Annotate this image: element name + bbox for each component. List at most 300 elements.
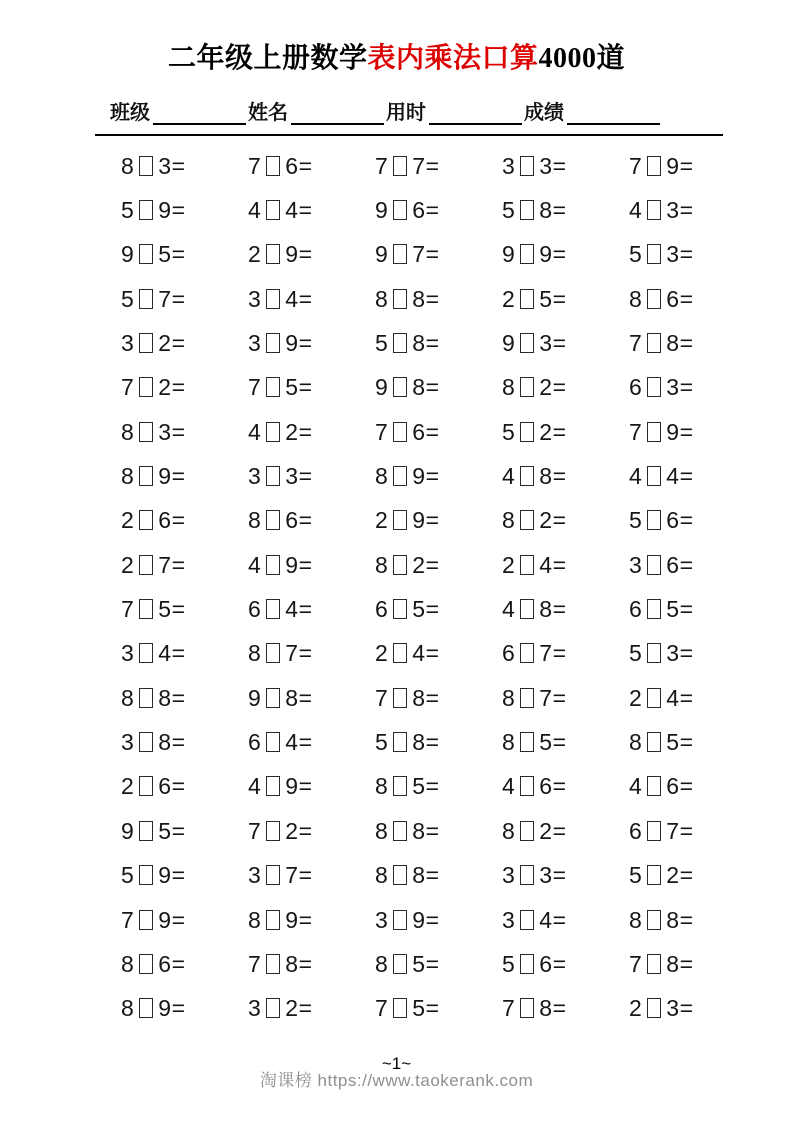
multiplicand: 6 [502, 640, 516, 667]
multiply-sign-box-icon [647, 954, 661, 974]
multiplicand: 7 [629, 330, 643, 357]
problem-cell [375, 153, 502, 180]
multiplier-equals: 6= [666, 507, 694, 534]
multiplicand: 9 [248, 684, 262, 711]
multiplicand: 7 [121, 374, 135, 401]
multiplicand: 3 [248, 330, 262, 357]
multiply-sign-box-icon [647, 289, 661, 309]
problem-cell [248, 818, 375, 845]
multiply-sign-box-icon [520, 732, 534, 752]
multiplier-equals: 6= [158, 773, 186, 800]
multiplier-equals: 8= [412, 684, 440, 711]
multiplicand: 5 [121, 197, 135, 224]
problem-cell [629, 907, 756, 934]
multiplicand: 9 [375, 374, 389, 401]
page-title [0, 0, 793, 76]
multiplier-equals: 6= [666, 551, 694, 578]
problem-cell [248, 596, 375, 623]
multiply-sign-box-icon [393, 466, 407, 486]
multiply-sign-box-icon [266, 156, 280, 176]
multiplicand: 8 [502, 817, 516, 844]
multiplier-equals: 3= [666, 640, 694, 667]
multiplicand: 8 [375, 551, 389, 578]
multiplicand: 3 [248, 463, 262, 490]
problem-cell [121, 153, 248, 180]
multiplicand: 3 [121, 729, 135, 756]
multiply-sign-box-icon [393, 643, 407, 663]
multiplicand: 4 [629, 197, 643, 224]
multiplier-equals: 6= [539, 950, 567, 977]
problem-cell [629, 552, 756, 579]
multiplier-equals: 6= [158, 950, 186, 977]
multiply-sign-box-icon [520, 510, 534, 530]
multiply-sign-box-icon [520, 244, 534, 264]
problem-cell [502, 197, 629, 224]
multiplier-equals: 5= [666, 729, 694, 756]
multiplier-equals: 5= [539, 729, 567, 756]
multiplier-equals: 7= [666, 817, 694, 844]
multiplier-equals: 9= [412, 906, 440, 933]
class-blank-line [153, 101, 246, 125]
multiply-sign-box-icon [520, 599, 534, 619]
multiplier-equals: 9= [666, 152, 694, 179]
problem-cell [375, 596, 502, 623]
multiplier-equals: 6= [412, 418, 440, 445]
multiplicand: 5 [502, 950, 516, 977]
problem-cell [629, 241, 756, 268]
problem-cell [248, 685, 375, 712]
problem-cell [629, 818, 756, 845]
multiplier-equals: 7= [412, 241, 440, 268]
multiplicand: 8 [248, 640, 262, 667]
multiply-sign-box-icon [266, 200, 280, 220]
multiplicand: 8 [629, 285, 643, 312]
multiplicand: 3 [375, 906, 389, 933]
problem-cell [248, 995, 375, 1022]
multiply-sign-box-icon [139, 555, 153, 575]
problem-cell [375, 374, 502, 401]
problem-cell [248, 241, 375, 268]
multiplicand: 9 [121, 817, 135, 844]
problem-cell [248, 286, 375, 313]
multiplicand: 5 [629, 507, 643, 534]
problem-cell [629, 286, 756, 313]
multiply-sign-box-icon [266, 954, 280, 974]
problem-cell [629, 330, 756, 357]
multiplicand: 3 [502, 906, 516, 933]
problem-cell [121, 729, 248, 756]
problem-cell [629, 640, 756, 667]
multiplier-equals: 9= [285, 906, 313, 933]
multiply-sign-box-icon [520, 821, 534, 841]
multiply-sign-box-icon [139, 688, 153, 708]
multiply-sign-box-icon [139, 333, 153, 353]
problem-cell [121, 374, 248, 401]
problems-grid [121, 144, 793, 1031]
multiplicand: 9 [502, 330, 516, 357]
multiplicand: 4 [502, 596, 516, 623]
multiply-sign-box-icon [266, 998, 280, 1018]
problem-cell [248, 552, 375, 579]
multiplier-equals: 4= [285, 197, 313, 224]
multiply-sign-box-icon [139, 910, 153, 930]
multiply-sign-box-icon [393, 688, 407, 708]
multiplicand: 2 [248, 241, 262, 268]
multiplier-equals: 4= [666, 684, 694, 711]
multiplier-equals: 8= [412, 862, 440, 889]
multiply-sign-box-icon [266, 910, 280, 930]
multiplier-equals: 8= [285, 684, 313, 711]
multiplicand: 8 [121, 950, 135, 977]
problem-cell [502, 153, 629, 180]
multiplier-equals: 5= [539, 285, 567, 312]
multiplier-equals: 3= [158, 152, 186, 179]
multiplier-equals: 6= [666, 285, 694, 312]
multiplicand: 7 [375, 684, 389, 711]
problem-cell [375, 419, 502, 446]
multiply-sign-box-icon [266, 865, 280, 885]
multiply-sign-box-icon [520, 954, 534, 974]
multiplicand: 8 [121, 152, 135, 179]
multiplicand: 9 [502, 241, 516, 268]
problem-cell [121, 862, 248, 889]
multiply-sign-box-icon [393, 954, 407, 974]
multiply-sign-box-icon [139, 289, 153, 309]
multiplicand: 7 [121, 906, 135, 933]
multiplicand: 2 [629, 995, 643, 1022]
multiply-sign-box-icon [139, 599, 153, 619]
multiplicand: 8 [121, 418, 135, 445]
multiply-sign-box-icon [393, 821, 407, 841]
problem-cell [375, 330, 502, 357]
multiply-sign-box-icon [647, 377, 661, 397]
multiply-sign-box-icon [520, 998, 534, 1018]
multiplicand: 6 [248, 596, 262, 623]
title-highlight: 表内乘法口算 [367, 43, 539, 74]
multiplier-equals: 2= [285, 817, 313, 844]
multiply-sign-box-icon [266, 466, 280, 486]
multiplicand: 8 [375, 950, 389, 977]
multiply-sign-box-icon [647, 599, 661, 619]
multiplicand: 8 [375, 862, 389, 889]
problem-cell [502, 685, 629, 712]
multiply-sign-box-icon [139, 510, 153, 530]
multiplicand: 7 [248, 817, 262, 844]
problem-cell [502, 907, 629, 934]
multiplicand: 3 [502, 862, 516, 889]
multiplicand: 2 [629, 684, 643, 711]
multiplier-equals: 5= [285, 374, 313, 401]
problem-cell [502, 330, 629, 357]
multiply-sign-box-icon [393, 599, 407, 619]
problem-cell [502, 374, 629, 401]
multiply-sign-box-icon [520, 643, 534, 663]
multiplicand: 4 [502, 463, 516, 490]
problem-cell [121, 507, 248, 534]
problem-cell [375, 507, 502, 534]
multiplier-equals: 7= [158, 551, 186, 578]
multiplier-equals: 4= [285, 729, 313, 756]
multiplicand: 9 [375, 241, 389, 268]
multiplicand: 5 [375, 330, 389, 357]
multiplicand: 8 [121, 995, 135, 1022]
problem-cell [629, 197, 756, 224]
multiplicand: 8 [248, 507, 262, 534]
multiply-sign-box-icon [266, 422, 280, 442]
multiplicand: 4 [248, 197, 262, 224]
multiply-sign-box-icon [139, 954, 153, 974]
multiplicand: 8 [121, 463, 135, 490]
problem-cell [629, 729, 756, 756]
problem-cell [502, 552, 629, 579]
multiplier-equals: 2= [285, 995, 313, 1022]
multiply-sign-box-icon [393, 555, 407, 575]
multiplier-equals: 8= [412, 285, 440, 312]
multiplier-equals: 4= [666, 463, 694, 490]
multiplicand: 7 [375, 995, 389, 1022]
multiplier-equals: 6= [285, 152, 313, 179]
multiplicand: 7 [629, 950, 643, 977]
multiplier-equals: 8= [539, 995, 567, 1022]
problem-cell [375, 640, 502, 667]
problem-cell [502, 507, 629, 534]
problem-cell [629, 374, 756, 401]
multiply-sign-box-icon [266, 732, 280, 752]
multiply-sign-box-icon [647, 776, 661, 796]
problem-cell [375, 818, 502, 845]
multiply-sign-box-icon [139, 377, 153, 397]
problem-cell [629, 862, 756, 889]
watermark-text: 淘课榜 https://www.taokerank.com [259, 1071, 534, 1090]
multiplier-equals: 7= [539, 640, 567, 667]
multiplier-equals: 7= [285, 640, 313, 667]
page-number: ~1~ [381, 1054, 412, 1073]
title-prefix: 二年级上册数学 [167, 43, 368, 74]
multiplicand: 8 [248, 906, 262, 933]
multiplicand: 7 [248, 374, 262, 401]
problem-cell [375, 862, 502, 889]
multiply-sign-box-icon [647, 821, 661, 841]
multiply-sign-box-icon [520, 910, 534, 930]
multiplier-equals: 2= [285, 418, 313, 445]
multiplier-equals: 7= [158, 285, 186, 312]
problem-cell [121, 685, 248, 712]
problem-cell [248, 507, 375, 534]
multiply-sign-box-icon [520, 200, 534, 220]
problem-cell [502, 286, 629, 313]
title-suffix: 4000道 [538, 43, 626, 74]
problem-cell [375, 773, 502, 800]
multiply-sign-box-icon [520, 466, 534, 486]
multiply-sign-box-icon [647, 732, 661, 752]
problem-cell [502, 951, 629, 978]
multiply-sign-box-icon [393, 156, 407, 176]
problem-cell [248, 153, 375, 180]
problem-cell [502, 862, 629, 889]
multiplier-equals: 7= [412, 152, 440, 179]
multiply-sign-box-icon [520, 377, 534, 397]
multiplier-equals: 4= [158, 640, 186, 667]
problem-cell [502, 818, 629, 845]
multiplicand: 5 [502, 418, 516, 445]
multiplier-equals: 3= [666, 197, 694, 224]
multiply-sign-box-icon [139, 865, 153, 885]
multiply-sign-box-icon [139, 732, 153, 752]
multiply-sign-box-icon [647, 688, 661, 708]
multiplicand: 6 [629, 374, 643, 401]
multiplier-equals: 9= [158, 862, 186, 889]
multiplier-equals: 2= [539, 507, 567, 534]
multiplicand: 5 [629, 640, 643, 667]
problem-cell [121, 951, 248, 978]
multiplicand: 8 [629, 729, 643, 756]
multiply-sign-box-icon [139, 244, 153, 264]
multiplier-equals: 3= [539, 330, 567, 357]
multiplier-equals: 6= [666, 773, 694, 800]
multiply-sign-box-icon [393, 776, 407, 796]
multiplicand: 2 [375, 507, 389, 534]
multiplier-equals: 3= [666, 241, 694, 268]
multiply-sign-box-icon [266, 377, 280, 397]
multiply-sign-box-icon [647, 244, 661, 264]
multiplicand: 2 [375, 640, 389, 667]
multiplier-equals: 4= [285, 285, 313, 312]
problem-cell [121, 241, 248, 268]
multiplicand: 8 [502, 684, 516, 711]
multiplicand: 7 [629, 152, 643, 179]
multiplier-equals: 9= [158, 463, 186, 490]
multiply-sign-box-icon [139, 776, 153, 796]
multiplier-equals: 8= [666, 906, 694, 933]
multiplier-equals: 5= [412, 773, 440, 800]
multiply-sign-box-icon [520, 776, 534, 796]
problem-cell [629, 773, 756, 800]
multiplier-equals: 8= [412, 374, 440, 401]
multiplicand: 8 [375, 817, 389, 844]
problem-cell [121, 463, 248, 490]
multiplicand: 8 [502, 729, 516, 756]
multiply-sign-box-icon [393, 732, 407, 752]
problem-cell [248, 907, 375, 934]
problem-cell [248, 862, 375, 889]
multiplicand: 8 [375, 773, 389, 800]
multiplier-equals: 4= [285, 596, 313, 623]
problem-cell [121, 640, 248, 667]
multiplier-equals: 5= [666, 596, 694, 623]
multiplicand: 2 [502, 551, 516, 578]
problem-cell [502, 241, 629, 268]
multiplicand: 7 [375, 418, 389, 445]
multiply-sign-box-icon [266, 599, 280, 619]
multiply-sign-box-icon [266, 688, 280, 708]
multiplicand: 5 [502, 197, 516, 224]
multiply-sign-box-icon [520, 688, 534, 708]
multiplicand: 9 [121, 241, 135, 268]
multiplier-equals: 9= [285, 241, 313, 268]
multiplicand: 6 [248, 729, 262, 756]
multiplicand: 4 [248, 773, 262, 800]
multiply-sign-box-icon [647, 466, 661, 486]
problem-cell [375, 552, 502, 579]
multiply-sign-box-icon [393, 510, 407, 530]
multiply-sign-box-icon [393, 377, 407, 397]
multiplier-equals: 5= [158, 817, 186, 844]
problem-cell [248, 640, 375, 667]
multiplier-equals: 6= [158, 507, 186, 534]
multiplicand: 8 [375, 463, 389, 490]
multiplier-equals: 3= [666, 374, 694, 401]
multiplier-equals: 5= [412, 995, 440, 1022]
multiplicand: 9 [375, 197, 389, 224]
multiplier-equals: 9= [158, 906, 186, 933]
problem-cell [248, 773, 375, 800]
multiply-sign-box-icon [647, 643, 661, 663]
problem-cell [375, 463, 502, 490]
multiply-sign-box-icon [266, 643, 280, 663]
multiplicand: 7 [121, 596, 135, 623]
multiplicand: 8 [502, 507, 516, 534]
multiplicand: 8 [375, 285, 389, 312]
multiplicand: 5 [629, 862, 643, 889]
problem-cell [629, 596, 756, 623]
multiplier-equals: 5= [158, 596, 186, 623]
multiply-sign-box-icon [139, 200, 153, 220]
multiplicand: 3 [248, 285, 262, 312]
multiplicand: 8 [629, 906, 643, 933]
multiply-sign-box-icon [647, 333, 661, 353]
multiplicand: 4 [629, 773, 643, 800]
multiply-sign-box-icon [139, 466, 153, 486]
name-label: 姓名 [248, 102, 288, 124]
multiplier-equals: 4= [539, 551, 567, 578]
multiplicand: 3 [502, 152, 516, 179]
problem-cell [121, 419, 248, 446]
multiplier-equals: 6= [285, 507, 313, 534]
problem-cell [248, 330, 375, 357]
multiplier-equals: 9= [285, 330, 313, 357]
problem-cell [121, 907, 248, 934]
multiplicand: 6 [629, 817, 643, 844]
problem-cell [502, 773, 629, 800]
problem-cell [502, 729, 629, 756]
multiplier-equals: 2= [158, 374, 186, 401]
header-divider [95, 134, 723, 136]
problem-cell [502, 463, 629, 490]
multiply-sign-box-icon [393, 422, 407, 442]
multiplicand: 2 [121, 773, 135, 800]
multiply-sign-box-icon [520, 156, 534, 176]
multiplier-equals: 8= [666, 950, 694, 977]
score-blank-line [567, 101, 660, 125]
multiplicand: 2 [121, 551, 135, 578]
multiplicand: 8 [121, 684, 135, 711]
multiply-sign-box-icon [520, 289, 534, 309]
problem-cell [629, 685, 756, 712]
multiply-sign-box-icon [647, 510, 661, 530]
problem-cell [629, 153, 756, 180]
multiplier-equals: 6= [412, 197, 440, 224]
multiply-sign-box-icon [266, 555, 280, 575]
problem-cell [248, 729, 375, 756]
multiplier-equals: 9= [285, 551, 313, 578]
name-blank-line [291, 101, 384, 125]
multiplier-equals: 9= [412, 463, 440, 490]
multiplier-equals: 9= [285, 773, 313, 800]
multiplicand: 6 [629, 596, 643, 623]
multiply-sign-box-icon [647, 998, 661, 1018]
multiply-sign-box-icon [647, 200, 661, 220]
problem-cell [375, 729, 502, 756]
